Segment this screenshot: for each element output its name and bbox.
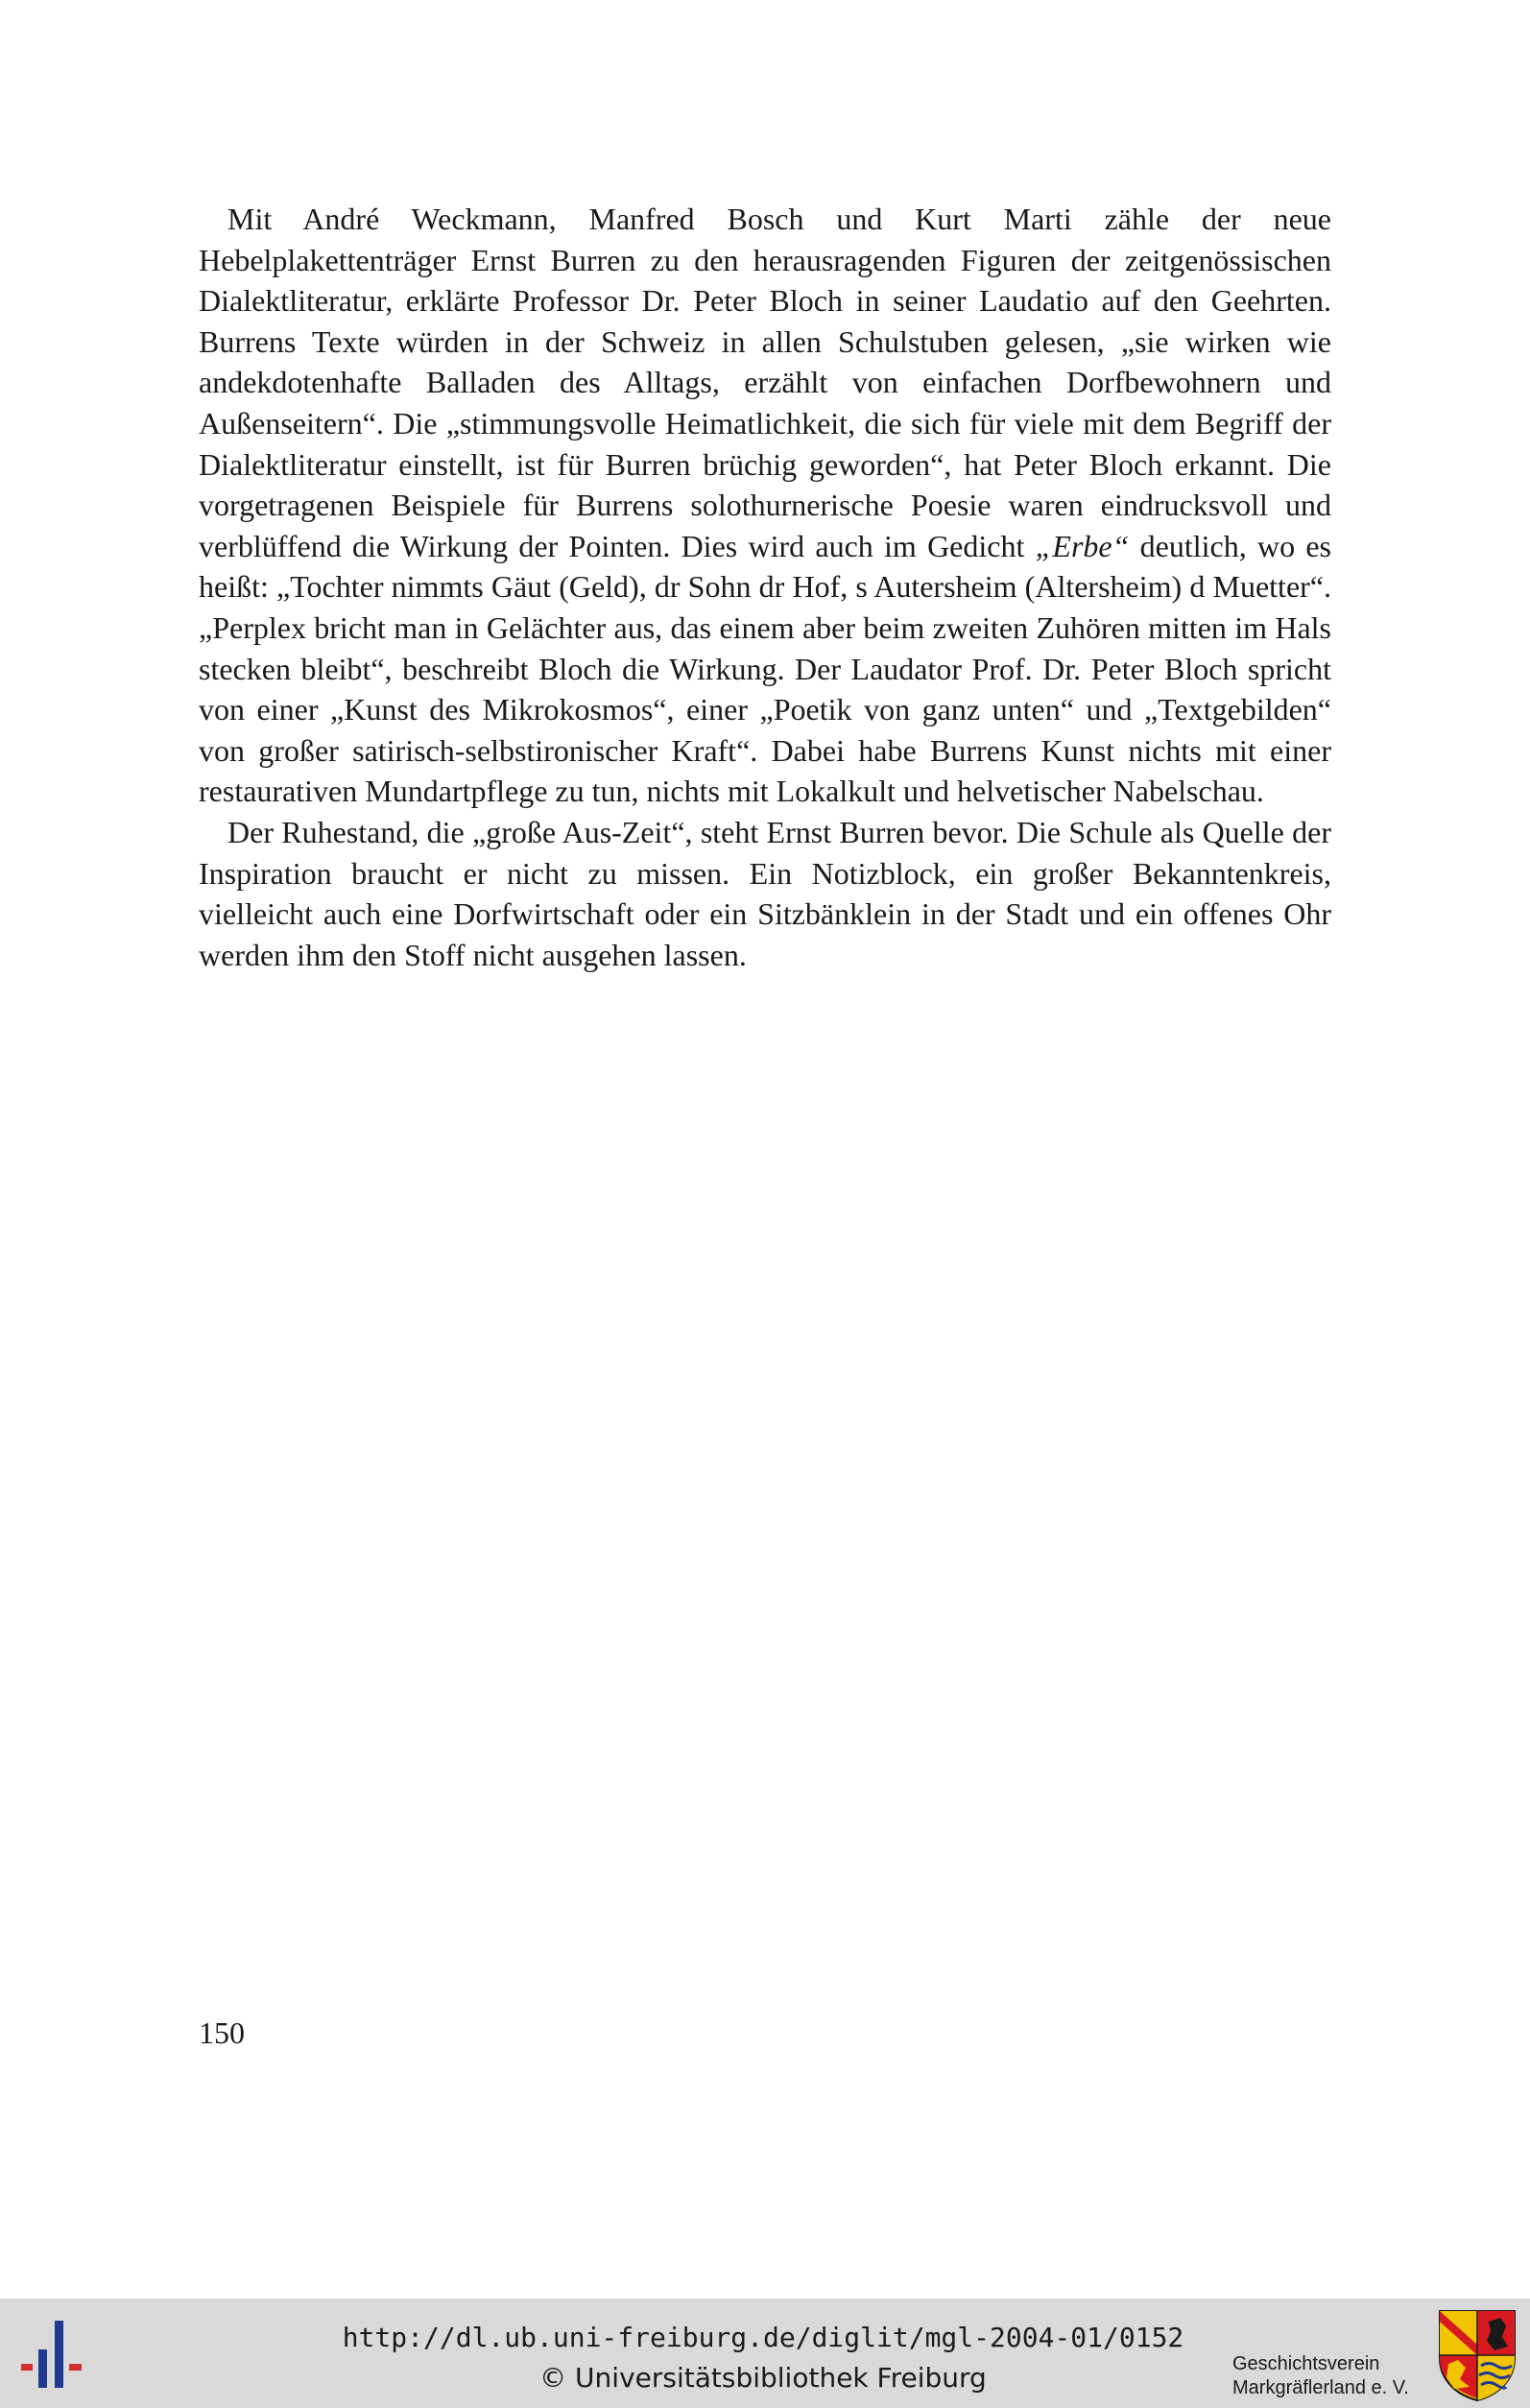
page-number: 150	[199, 2015, 245, 2050]
society-name	[1232, 2352, 1434, 2400]
paragraph-laudatio	[199, 199, 1331, 812]
body-text	[199, 199, 1331, 975]
footer-copyright: © Universitätsbibliothek Freiburg	[539, 2362, 987, 2394]
coat-of-arms-icon	[1437, 2308, 1518, 2402]
ub-freiburg-logo-icon	[17, 2313, 100, 2396]
footer-url[interactable]: http://dl.ub.uni-freiburg.de/diglit/mgl-2004-01/0152	[342, 2322, 1184, 2353]
paragraph-laudatio-part2: deutlich, wo es heißt: „Tochter nimmts Gäut (Geld), dr Sohn dr Hof, s Autersheim (Altersheim) d Muetter“. „Perplex bricht man in Gelächter aus, das einem aber beim zweiten Zuhören mitten im Hals stecken bleibt“, beschreibt Bloch die Wirkung. Der Laudator Prof. Dr. Peter Bloch spricht von einer „Kunst des Mikrokosmos“, einer „Poetik von ganz unten“ und „Textgebilden“ von großer satirisch-selbstironischer Kraft“. Dabei habe Burrens Kunst nichts mit einer restaurativen Mundartpflege zu tun, nichts mit Lokalkult und helvetischer Nabelschau.	[199, 528, 1331, 809]
paragraph-laudatio-part1: Mit André Weckmann, Manfred Bosch und Kurt Marti zähle der neue Hebelplakettenträger Ernst Burren zu den herausragenden Figuren der zeitgenössischen Dialektliteratur, erklärte Professor Dr. Peter Bloch in seiner Laudatio auf den Geehrten. Burrens Texte würden in der Schweiz in allen Schulstuben gelesen, „sie wirken wie andekdotenhafte Balladen des Alltags, erzählt von einfachen Dorfbewohnern und Außenseitern“. Die „stimmungsvolle Heimatlichkeit, die sich für viele mit dem Begriff der Dialektliteratur einstellt, ist für Burren brüchig geworden“, hat Peter Bloch erkannt. Die vorgetragenen Beispiele für Burrens solothurnerische Poesie waren eindrucksvoll und verblüffend die Wirkung der Pointen. Dies wird auch im Gedicht	[199, 202, 1331, 563]
poem-title: „Erbe“	[1035, 528, 1130, 563]
paragraph-retirement: Der Ruhestand, die „große Aus-Zeit“, steht Ernst Burren bevor. Die Schule als Quelle der Inspiration braucht er nicht zu missen. Ein Notizblock, ein großer Bekanntenkreis, vielleicht auch eine Dorfwirtschaft oder ein Sitzbänklein in der Stadt und ein offenes Ohr werden ihm den Stoff nicht ausgehen lassen.	[199, 814, 1331, 972]
society-name-line1: Geschichtsverein	[1232, 2353, 1380, 2374]
society-name-line2: Markgräflerland e. V.	[1232, 2377, 1409, 2398]
